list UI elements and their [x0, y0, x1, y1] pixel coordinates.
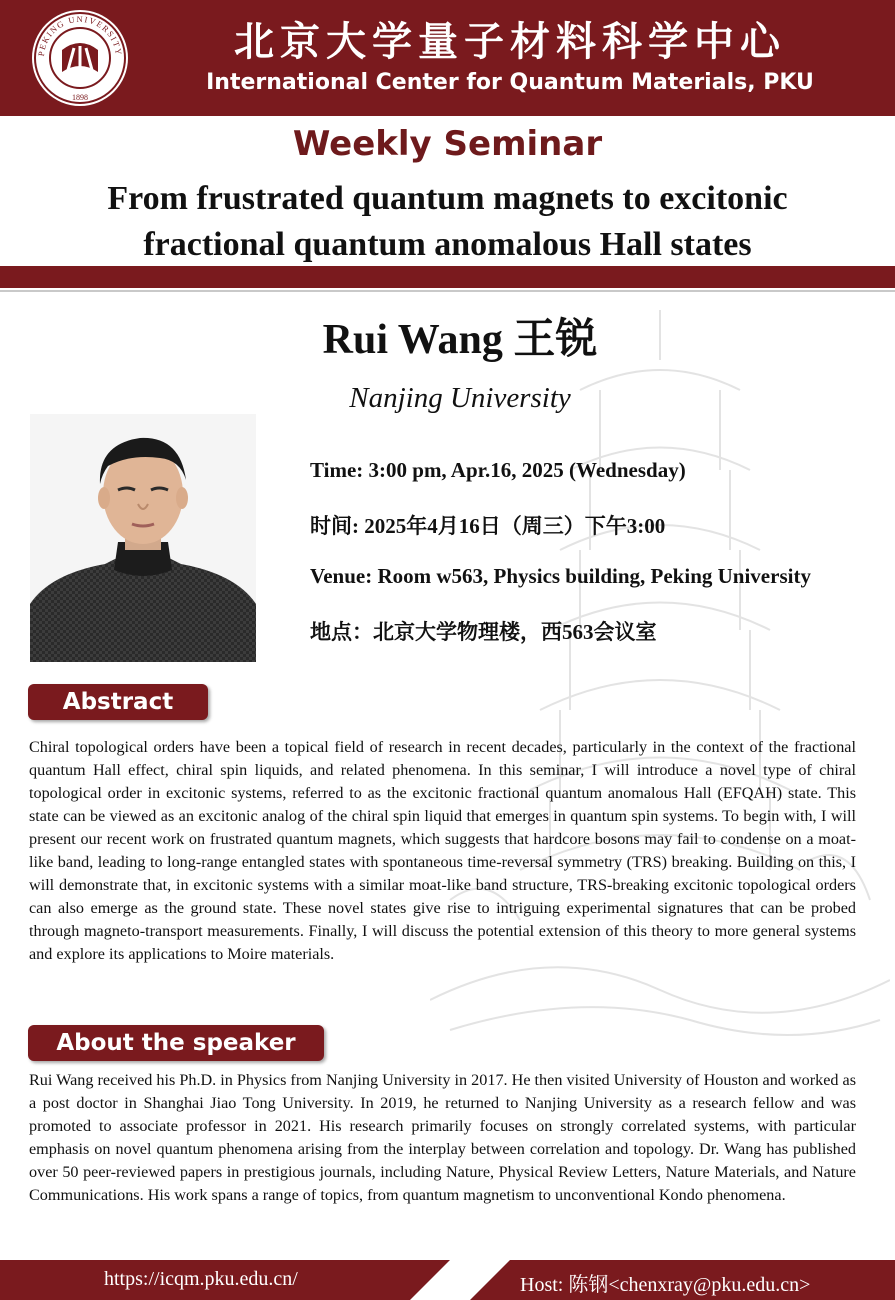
pku-logo — [30, 8, 130, 108]
about-speaker-label: About the speaker — [28, 1025, 324, 1061]
header-banner — [0, 0, 895, 116]
venue-cn: 地点：北京大学物理楼，西563会议室 — [310, 620, 657, 644]
venue-en: Venue: Room w563, Physics building, Peking University — [310, 564, 811, 588]
about-speaker-text: Rui Wang received his Ph.D. in Physics from Nanjing University in 2017. He then visited University of Houston and worked as a post doctor in Shanghai Jiao Tong University. In 2019, he returned to Nanjing University as a research fellow and was promoted to associate professor in 2021. His research primarily focuses on strongly correlated systems, with particular emphasis on novel quantum phenomena arising from the interplay between correlation and topology. Dr. Wang has published over 50 peer-reviewed papers in prestigious journals, including Nature, Physical Review Letters, Nature Materials, and Nature Communications. His work spans a range of topics, from quantum magnetism to unconventional Kondo phenomena. — [29, 1071, 856, 1204]
speaker-name: Rui Wang 王锐 — [322, 317, 598, 363]
logo-year: 1898 — [72, 93, 88, 102]
center-name-en: International Center for Quantum Materials, PKU — [206, 70, 814, 95]
time-en: Time: 3:00 pm, Apr.16, 2025 (Wednesday) — [310, 458, 686, 482]
footer-slant — [410, 1260, 510, 1300]
logo-ring-text: PEKING UNIVERSITY — [35, 13, 125, 57]
divider-band — [0, 266, 895, 288]
speaker-photo — [30, 414, 256, 662]
footer-url-link[interactable]: https://icqm.pku.edu.cn/ — [104, 1268, 298, 1290]
abstract-text: Chiral topological orders have been a topical field of research in recent decades, particularly in the context of the fractional quantum Hall effect, chiral spin liquids, and related phenomena. In this seminar, I will introduce a novel type of chiral topological order in excitonic systems, referred to as the excitonic fractional quantum anomalous Hall (EFQAH) state. This state can be viewed as an excitonic analog of the chiral spin liquid that emerges in quantum spin systems. To begin with, I will present our recent work on frustrated quantum magnets, which suggests that hardcore bosons may fail to condense on a moat-like band, leading to long-range entangled states with spontaneous time-reversal symmetry (TRS) breaking. Building on this, I will demonstrate that, in excitonic systems with a similar moat-like band structure, TRS-breaking excitonic topological orders can also emerge as the ground state. These novel states give rise to intriguing experimental signatures that can be probed through magneto-transport measurements. Finally, I will discuss the potential extension of this theory to more general systems and explore its applications to Moire materials. — [29, 738, 856, 963]
footer-bar — [0, 1260, 895, 1300]
seminar-series-title: Weekly Seminar — [292, 124, 603, 164]
time-cn: 时间: 2025年4月16日（周三）下午3:00 — [310, 514, 666, 538]
abstract-label: Abstract — [28, 684, 208, 720]
talk-title — [40, 176, 855, 268]
center-name-cn: 北京大学量子材料科学中心 — [234, 19, 786, 65]
speaker-affiliation: Nanjing University — [349, 382, 571, 414]
talk-title-line-1: From frustrated quantum magnets to excitonic — [107, 180, 788, 217]
divider-line — [0, 290, 895, 292]
footer-host: Host: 陈钢<chenxray@pku.edu.cn> — [520, 1274, 811, 1296]
talk-title-line-2: fractional quantum anomalous Hall states — [143, 226, 752, 263]
